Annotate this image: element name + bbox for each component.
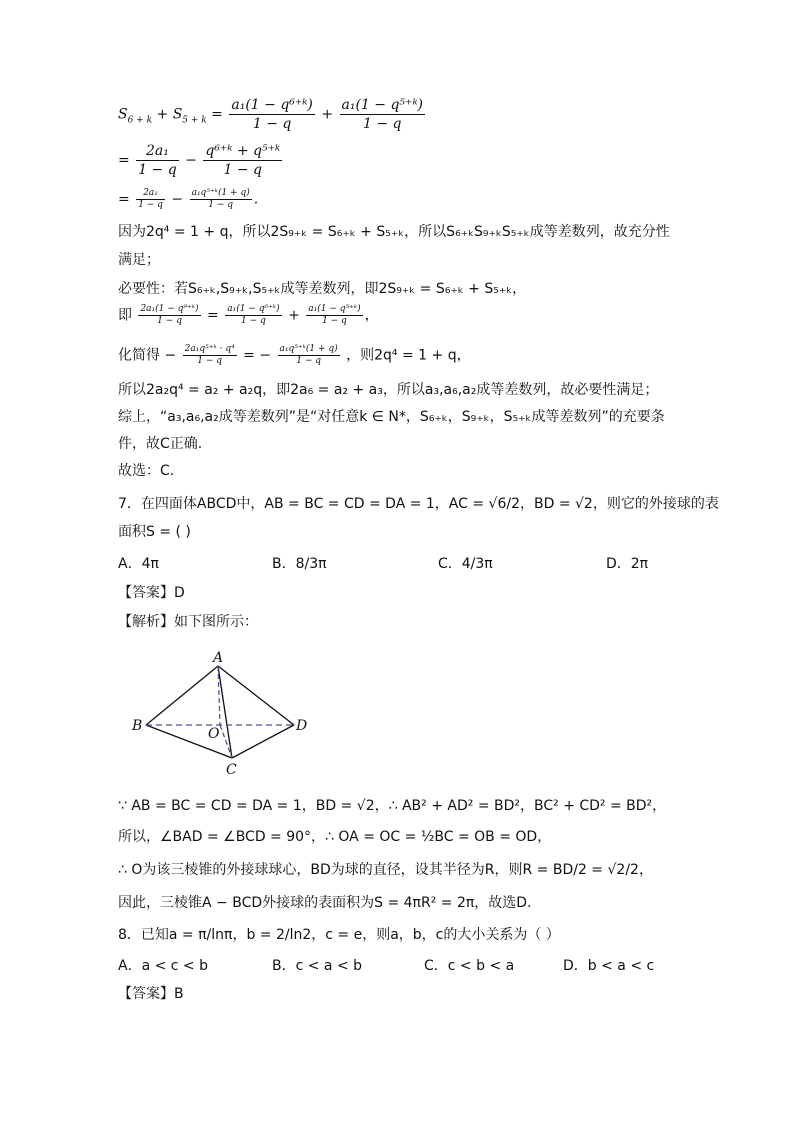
label-A: A <box>213 650 224 666</box>
solution-line-2: 所以，∠BAD = ∠BCD = 90°，∴ OA = OC = ½BC = OB = OD， <box>118 829 552 845</box>
solution-line-4: 因此，三棱锥A − BCD外接球的表面积为S = 4πR² = 2π，故选D. <box>118 895 532 911</box>
label-B: B <box>132 718 143 734</box>
segment-OC-hidden <box>220 725 232 758</box>
text-line-t5: 化简得 − $\frac{\text{2a₁q⁵⁺ᵏ · q⁴}}{1 - q}$ = − $\frac{\text{a₁q⁵⁺ᵏ(1 + q)}}{1 - q}$ ，则2q⁴ = 1 + q， <box>118 344 471 366</box>
q8-option-a: A．a < c < b <box>118 958 209 974</box>
text-line-t7: 综上，“a₃,a₆,a₂成等差数列”是“对任意k ∈ N*，S₆₊ₖ，S₉₊ₖ，S₅₊ₖ成等差数列”的充要条 <box>118 409 665 425</box>
q8-answer: 【答案】B <box>118 986 184 1002</box>
label-C: C <box>226 762 237 778</box>
solution-line-3: ∴ O为该三棱锥的外接球球心，BD为球的直径，设其半径为R，则R = BD/2 = √2/2， <box>118 862 653 878</box>
equation-line-2: = $\frac{\text{2a₁}}{1 - q}$ − $\frac{\text{q⁶⁺ᵏ + q⁵⁺ᵏ}}{1 - q}$ <box>118 143 281 178</box>
q7-option-a: A．4π <box>118 556 159 572</box>
label-D: D <box>296 718 308 734</box>
question-7-stem-cont: 面积S = ( ) <box>118 524 191 540</box>
q7-option-d: D．2π <box>606 556 649 572</box>
q7-option-b: B．8/3π <box>272 556 327 572</box>
text-line-t9: 故选：C. <box>118 463 175 479</box>
solution-line-1: ∵ AB = BC = CD = DA = 1，BD = √2，∴ AB² + AD² = BD²，BC² + CD² = BD²， <box>118 798 667 814</box>
question-8-stem: 8．已知a = π/lnπ，b = 2/ln2，c = e，则a，b，c的大小关系为（ ） <box>118 927 560 943</box>
equation-line-1: $S_{6 + k} + S_{5 + k}$ = $\frac{\text{a₁(1 − q⁶⁺ᵏ)}}{1 - q}$ + $\frac{\text{a₁(1 − q⁵⁺ᵏ)}}{1 - q}$ <box>118 97 424 132</box>
text-line-t1: 因为2q⁴ = 1 + q，所以2S₉₊ₖ = S₆₊ₖ + S₅₊ₖ，所以S₆₊ₖS₉₊ₖS₅₊ₖ成等差数列，故充分性 <box>118 224 670 240</box>
equation-line-3: = $\frac{\text{2a₁}}{1 - q}$ − $\frac{\text{a₁q⁵⁺ᵏ(1 + q)}}{1 - q}$ . <box>118 188 259 210</box>
text-line-t2: 满足； <box>118 252 160 268</box>
q8-option-c: C．c < b < a <box>424 958 515 974</box>
tetrahedron-figure <box>128 648 328 778</box>
edge-AB <box>146 666 218 725</box>
text-line-t8: 件，故C正确. <box>118 436 203 452</box>
q7-answer: 【答案】D <box>118 585 185 601</box>
edge-AD <box>218 666 294 725</box>
q8-option-b: B．c < a < b <box>272 958 363 974</box>
question-7-stem: 7．在四面体ABCD中，AB = BC = CD = DA = 1，AC = √6/2，BD = √2，则它的外接球的表 <box>118 496 719 512</box>
text-line-t3: 必要性：若S₆₊ₖ,S₉₊ₖ,S₅₊ₖ成等差数列，即2S₉₊ₖ = S₆₊ₖ + S₅₊ₖ， <box>118 281 527 297</box>
q8-option-d: D．b < a < c <box>563 958 655 974</box>
q7-option-c: C．4/3π <box>438 556 493 572</box>
label-O: O <box>208 726 220 742</box>
text-line-t6: 所以2a₂q⁴ = a₂ + a₂q，即2a₆ = a₂ + a₃，所以a₃,a₆,a₂成等差数列，故必要性满足； <box>118 382 659 398</box>
edge-AC <box>218 666 232 758</box>
edge-CD <box>232 725 294 758</box>
text-line-t4: 即 $\frac{\text{2a₁(1 − q⁹⁺ᵏ)}}{1 - q}$ = $\frac{\text{a₁(1 − q⁶⁺ᵏ)}}{1 - q}$ + $\frac{\text{a₁(1 − q⁵⁺ᵏ)}}{1 - q}$ ， <box>118 304 379 326</box>
q7-analysis-heading: 【解析】如下图所示： <box>118 614 258 630</box>
